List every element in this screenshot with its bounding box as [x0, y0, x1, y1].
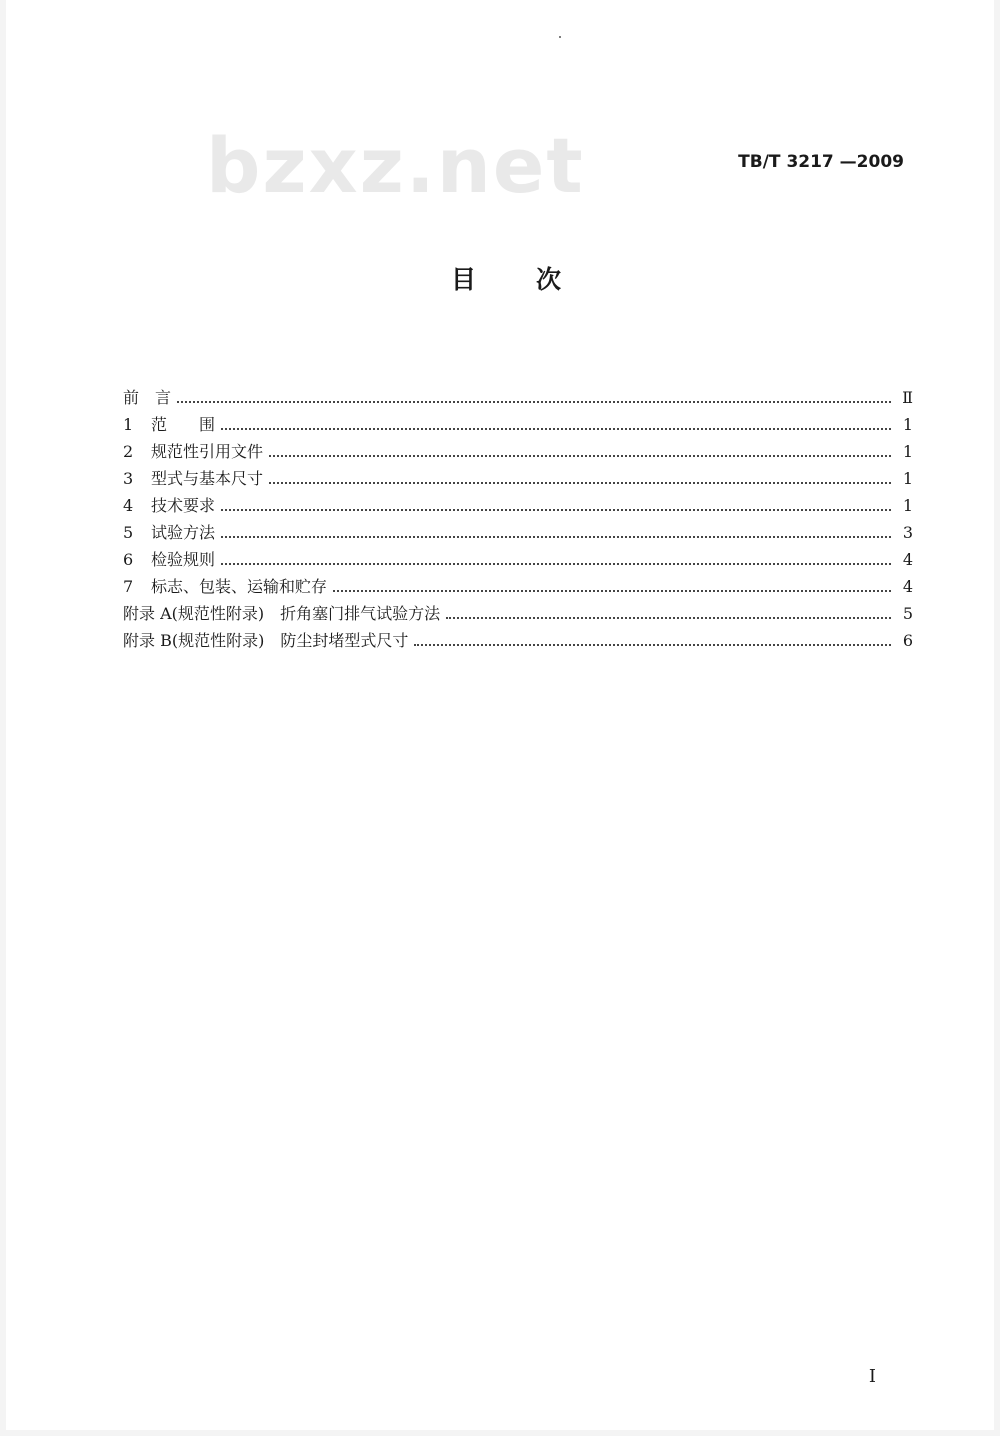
- toc-entry-page: 4: [902, 577, 913, 596]
- toc-entry-number: 4: [123, 496, 134, 515]
- toc-entry-test-methods[interactable]: [123, 514, 913, 541]
- toc-entry-technical-requirements[interactable]: [123, 487, 913, 514]
- toc-title: [6, 260, 1000, 296]
- toc-entry-label: 技术要求: [151, 496, 216, 515]
- toc-entry-normative-references[interactable]: [123, 433, 913, 460]
- toc-entry-page: 5: [902, 604, 913, 623]
- toc-dot-leader: [221, 535, 891, 538]
- toc-entry-marking-packaging[interactable]: [123, 568, 913, 595]
- toc-title-char-1: 目: [450, 265, 476, 294]
- toc-entry-inspection-rules[interactable]: [123, 541, 913, 568]
- toc-title-char-2: 次: [536, 265, 562, 294]
- toc-entry-label: 标志、包装、运输和贮存: [151, 577, 328, 596]
- toc-entry-label: 型式与基本尺寸: [151, 469, 264, 488]
- toc-dot-leader: [269, 454, 891, 457]
- table-of-contents: [123, 379, 913, 649]
- toc-dot-leader: [446, 616, 891, 619]
- toc-entry-number: 2: [123, 442, 134, 461]
- toc-dot-leader: [221, 562, 891, 565]
- toc-entry-label: 规范性引用文件: [151, 442, 264, 461]
- toc-entry-page: 3: [902, 523, 913, 542]
- toc-dot-leader: [333, 589, 891, 592]
- toc-entry-number: 6: [123, 550, 134, 569]
- document-page: [6, 0, 994, 1430]
- toc-entry-scope[interactable]: [123, 406, 913, 433]
- toc-entry-page: 1: [902, 442, 913, 461]
- toc-entry-label: 前 言: [123, 388, 172, 407]
- toc-dot-leader: [221, 508, 891, 511]
- toc-entry-label: 范 围: [151, 415, 216, 434]
- toc-entry-page: 1: [902, 469, 913, 488]
- toc-entry-label: 试验方法: [151, 523, 216, 542]
- toc-entry-types-dimensions[interactable]: [123, 460, 913, 487]
- toc-entry-page: 6: [902, 631, 913, 650]
- toc-entry-label: 附录 B(规范性附录) 防尘封堵型式尺寸: [123, 631, 409, 650]
- toc-entry-label: 附录 A(规范性附录) 折角塞门排气试验方法: [123, 604, 441, 623]
- toc-entry-label: 检验规则: [151, 550, 216, 569]
- toc-dot-leader: [414, 643, 891, 646]
- toc-dot-leader: [221, 427, 891, 430]
- toc-entry-annex-b[interactable]: [123, 622, 913, 649]
- toc-entry-number: 7: [123, 577, 134, 596]
- toc-dot-leader: [177, 400, 891, 403]
- toc-entry-foreword[interactable]: [123, 379, 913, 406]
- toc-entry-number: 5: [123, 523, 134, 542]
- toc-dot-leader: [269, 481, 891, 484]
- toc-entry-number: 1: [123, 415, 134, 434]
- toc-entry-annex-a[interactable]: [123, 595, 913, 622]
- toc-entry-page: 1: [902, 415, 913, 434]
- standard-number: TB/T 3217 —2009: [738, 152, 904, 172]
- page-folio: I: [868, 1366, 876, 1387]
- scan-speck: [559, 36, 561, 38]
- toc-entry-number: 3: [123, 469, 134, 488]
- toc-entry-page: 1: [902, 496, 913, 515]
- toc-entry-page: 4: [902, 550, 913, 569]
- toc-entry-page: Ⅱ: [902, 388, 913, 407]
- watermark: bzxz.net: [206, 121, 585, 210]
